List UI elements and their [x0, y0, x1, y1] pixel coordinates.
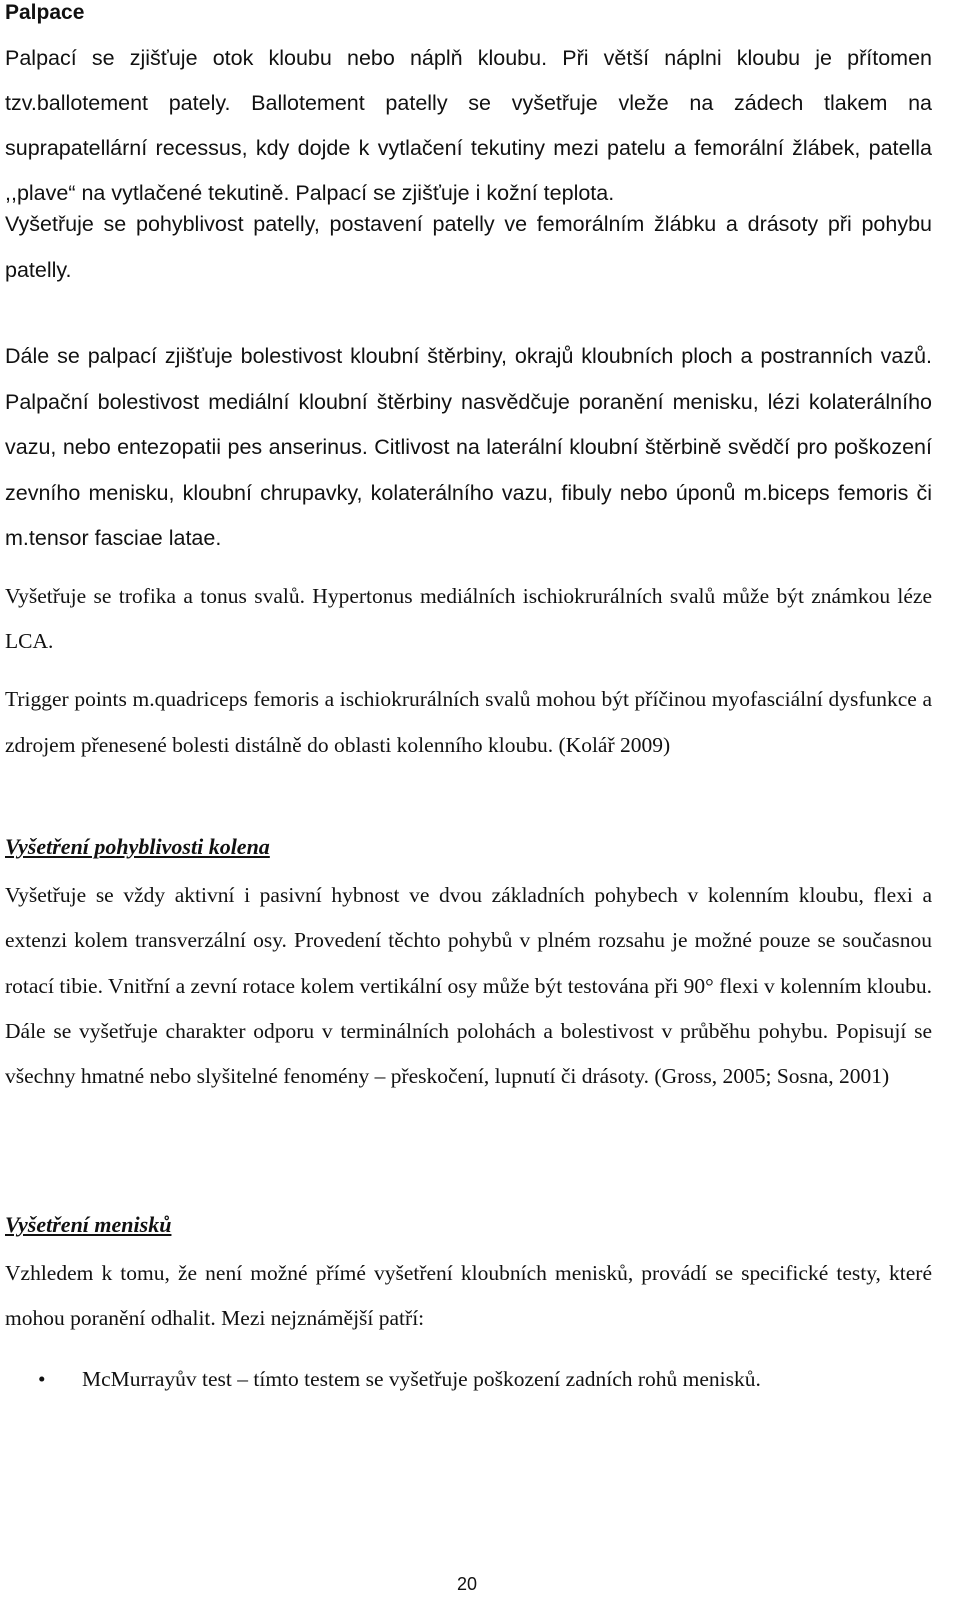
heading-menisku: Vyšetření menisků — [5, 1212, 172, 1237]
heading-palpace: Palpace — [5, 1, 85, 24]
palpace-paragraph-5: Trigger points m.quadriceps femoris a ischiokrurálních svalů mohou být příčinou myofasciální dysfunkce a zdrojem přenesené bolesti distálně do oblasti kolenního kloubu. (Kolář 2009) — [5, 687, 932, 757]
pohyblivost-paragraph: Vyšetřuje se vždy aktivní i pasivní hybnost ve dvou základních pohybech v kolenním kloubu, flexi a extenzi kolem transverzální osy. Provedení těchto pohybů v plném rozsahu je možné pouze se současnou rotací tibie. Vnitřní a zevní rotace kolem vertikální osy může být testována při 90° flexi v kolenním kloubu. Dále se vyšetřuje charakter odporu v terminálních polohách a bolestivost v průběhu pohybu. Popisují se všechny hmatné nebo slyšitelné fenomény – přeskočení, lupnutí či drásoty. (Gross, 2005; Sosna, 2001) — [5, 883, 932, 1089]
bullet-text: McMurrayův test – tímto testem se vyšetřuje poškození zadních rohů menisků. — [82, 1367, 761, 1391]
page-number: 20 — [456, 1574, 478, 1594]
palpace-paragraph-2: Vyšetřuje se pohyblivost patelly, postavení patelly ve femorálním žlábku a drásoty při pohybu patelly. — [5, 212, 932, 282]
palpace-paragraph-3: Dále se palpací zjišťuje bolestivost kloubní štěrbiny, okrajů kloubních ploch a postranních vazů. Palpační bolestivost mediální kloubní štěrbiny nasvědčuje poranění menisku, lézi kolaterálního vazu, nebo entezopatii pes anserinus. Citlivost na laterální kloubní štěrbině svědčí pro poškození zevního menisku, kloubní chrupavky, kolaterálního vazu, fibuly nebo úponů m.biceps femoris či m.tensor fasciae latae. — [5, 344, 932, 550]
palpace-paragraph-4: Vyšetřuje se trofika a tonus svalů. Hypertonus mediálních ischiokrurálních svalů může být známkou léze LCA. — [5, 584, 932, 653]
menisku-paragraph: Vzhledem k tomu, že není možné přímé vyšetření kloubních menisků, provádí se specifické testy, které mohou poranění odhalit. Mezi nejznámější patří: — [5, 1261, 932, 1330]
bullet-dot-icon: • — [38, 1367, 46, 1391]
palpace-paragraph-1: Palpací se zjišťuje otok kloubu nebo náplň kloubu. Při větší náplni kloubu je přítomen tzv.ballotement pately. Ballotement patelly se vyšetřuje vleže na zádech tlakem na suprapatellární recessus, kdy dojde k vytlačení tekutiny mezi patelu a femorální žlábek, patella ,,plave“ na vytlačené tekutině. Palpací se zjišťuje i kožní teplota. — [5, 46, 932, 205]
heading-pohyblivost: Vyšetření pohyblivosti kolena — [5, 834, 270, 859]
